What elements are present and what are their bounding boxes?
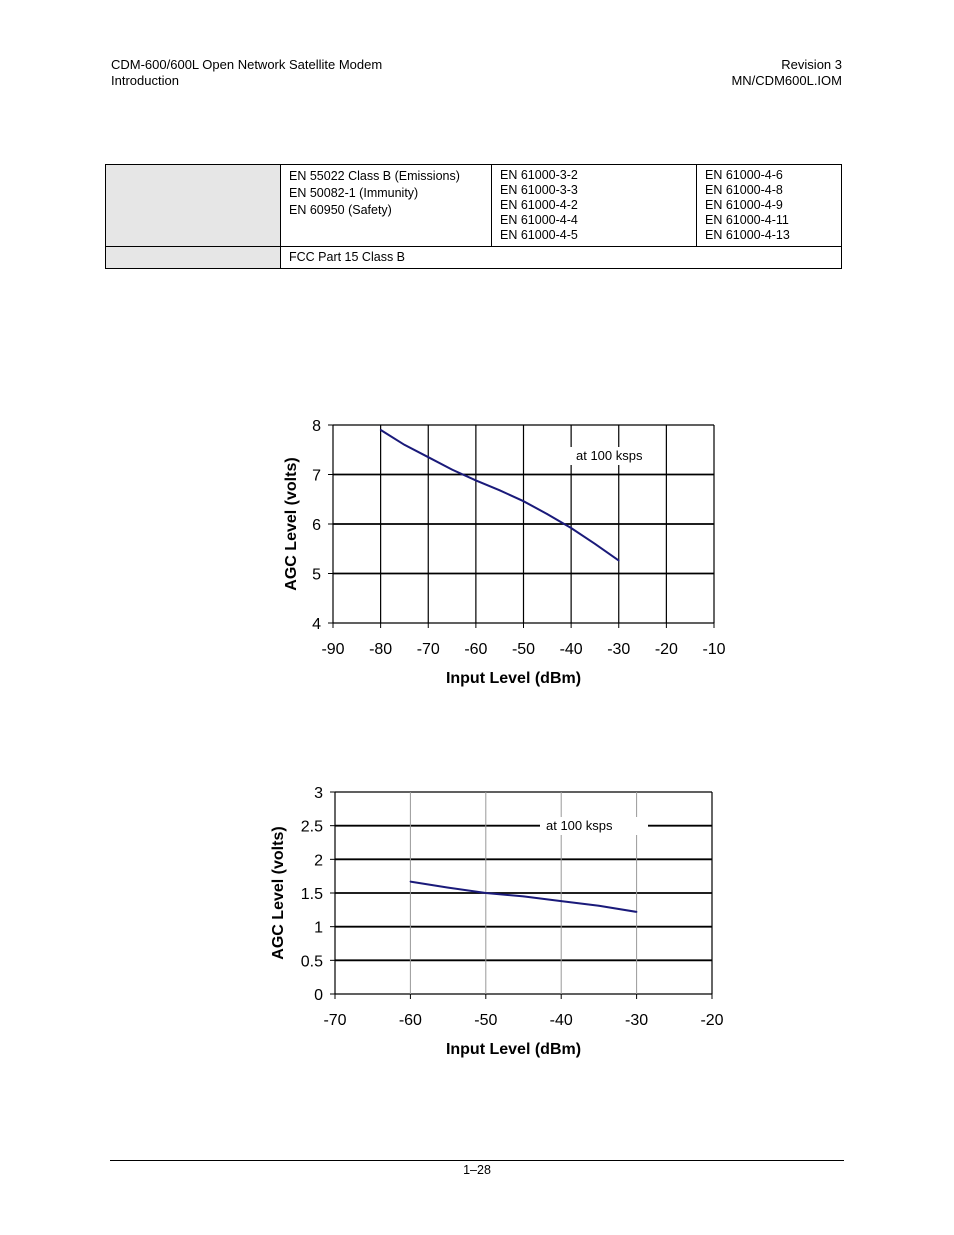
data-point <box>618 560 620 562</box>
revision: Revision 3 <box>781 57 842 72</box>
data-point <box>410 881 412 883</box>
section-name: Introduction <box>111 73 179 88</box>
fcc-cell: FCC Part 15 Class B <box>281 247 842 269</box>
standard-item: EN 50082-1 (Immunity) <box>289 186 419 200</box>
data-point <box>560 900 562 902</box>
x-tick-label: -70 <box>323 1012 347 1029</box>
x-tick-label: -60 <box>398 1012 422 1029</box>
standard-item: EN 61000-3-2 <box>500 168 578 182</box>
x-tick-label: -20 <box>700 1012 724 1029</box>
data-point <box>404 444 406 446</box>
data-point <box>499 490 501 492</box>
standard-item: EN 61000-4-9 <box>705 198 783 212</box>
data-point <box>523 896 525 898</box>
data-point <box>427 456 429 458</box>
y-tick-label: 0.5 <box>300 953 323 971</box>
y-tick-label: 2.5 <box>300 818 323 836</box>
standard-item: EN 61000-4-5 <box>500 228 578 242</box>
data-point <box>485 892 487 894</box>
y-tick-label: 6 <box>312 517 321 534</box>
data-point <box>547 513 549 515</box>
standard-item: EN 61000-4-11 <box>705 213 789 227</box>
data-point <box>598 905 600 907</box>
x-tick-label: -30 <box>607 641 631 658</box>
x-tick-label: -20 <box>654 641 678 658</box>
data-point <box>523 500 525 502</box>
x-tick-label: -80 <box>369 641 393 658</box>
data-point <box>447 887 449 889</box>
standard-item: EN 55022 Class B (Emissions) <box>289 169 460 183</box>
data-point <box>380 429 382 431</box>
y-tick-label: 5 <box>312 566 321 584</box>
y-tick-label: 1.5 <box>300 886 323 903</box>
standard-item: EN 61000-4-8 <box>705 183 783 197</box>
x-tick-label: -50 <box>474 1012 498 1029</box>
data-point <box>475 480 477 482</box>
chart-annotation: at 100 ksps <box>576 448 643 463</box>
data-point <box>594 543 596 545</box>
y-tick-label: 0 <box>314 987 323 1004</box>
standard-item: EN 61000-3-3 <box>500 183 578 197</box>
x-tick-label: -30 <box>625 1012 649 1029</box>
x-axis-title: Input Level (dBm) <box>445 1041 582 1058</box>
y-tick-label: 7 <box>312 467 321 485</box>
standard-item: EN 61000-4-13 <box>705 228 790 242</box>
standard-item: EN 61000-4-6 <box>705 168 783 182</box>
x-tick-label: -60 <box>464 641 488 658</box>
standard-item: EN 61000-4-2 <box>500 198 578 212</box>
y-tick-label: 4 <box>312 616 321 633</box>
y-tick-label: 2 <box>314 852 323 870</box>
footer-rule <box>110 1160 844 1161</box>
y-tick-label: 3 <box>314 785 323 802</box>
x-tick-label: -70 <box>416 641 440 658</box>
document-title: CDM-600/600L Open Network Satellite Modem <box>111 57 383 72</box>
standard-item: EN 60950 (Safety) <box>289 203 392 217</box>
x-axis-title: Input Level (dBm) <box>445 670 582 687</box>
x-tick-label: -40 <box>549 1012 573 1029</box>
data-point <box>636 911 638 913</box>
x-tick-label: -90 <box>321 641 345 658</box>
x-tick-label: -10 <box>702 641 726 658</box>
chart-annotation: at 100 ksps <box>546 818 613 833</box>
x-tick-label: -40 <box>559 641 583 658</box>
data-point <box>570 527 572 529</box>
document-number: MN/CDM600L.IOM <box>731 73 842 88</box>
x-tick-label: -50 <box>511 641 536 658</box>
y-axis-title: AGC Level (volts) <box>270 826 287 960</box>
y-tick-label: 1 <box>314 919 323 937</box>
standard-item: EN 61000-4-4 <box>500 213 578 227</box>
y-tick-label: 8 <box>312 418 321 435</box>
data-point <box>451 469 453 471</box>
y-axis-title: AGC Level (volts) <box>283 457 300 591</box>
page-number: 1–28 <box>463 1163 491 1177</box>
